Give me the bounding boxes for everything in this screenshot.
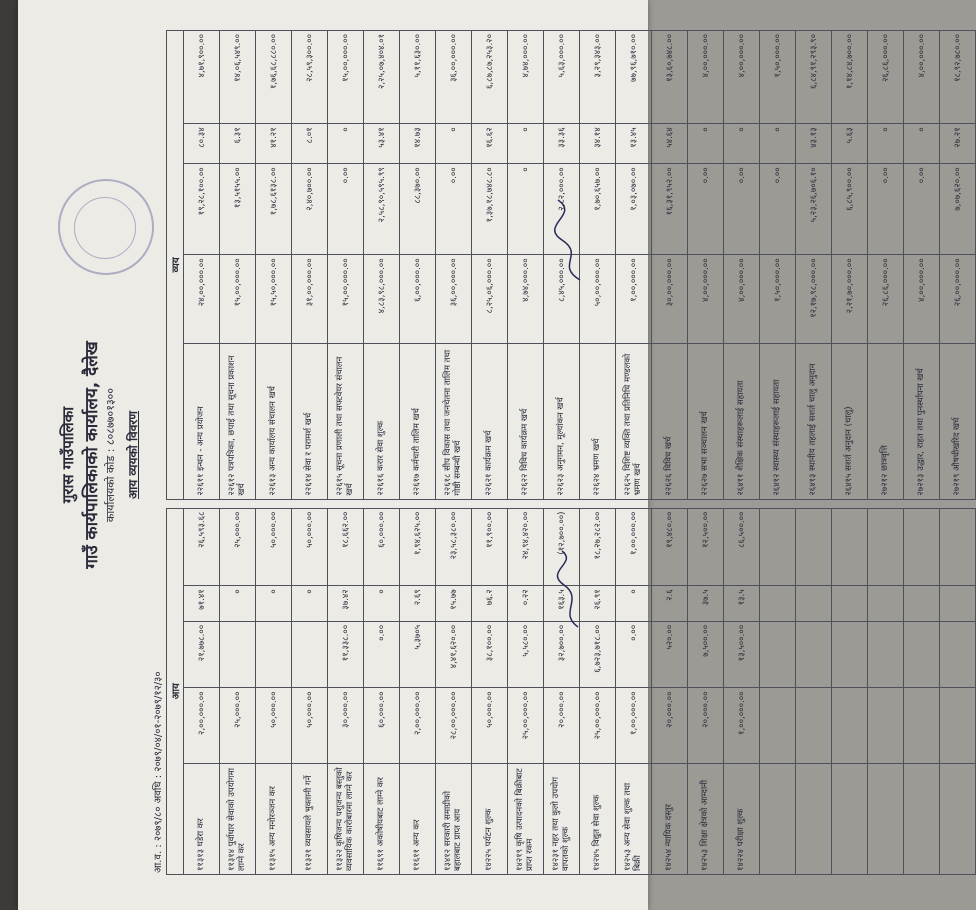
income-c1-cell: ३८,१००.०० — [472, 621, 508, 688]
table-row — [868, 31, 904, 875]
expense-label-cell: २२६१४ सेवा र परामर्श खर्च — [292, 344, 328, 499]
income-label-cell: १४२४५ विद्युत सेवा शुल्क — [580, 763, 616, 874]
expense-budget-cell: ३६,००,०००.०० — [436, 255, 472, 344]
income-c1-cell: ०.०० — [364, 621, 400, 688]
income-c2-cell: २.६९ — [400, 586, 436, 622]
empty-cell — [940, 763, 976, 874]
expense-label-cell: २७२१३ उद्धार, राहत तथा पुनर्स्थापना खर्च — [904, 344, 940, 499]
document-header — [50, 25, 170, 885]
expense-c1-cell: ६,८५,९००.०० — [832, 164, 868, 255]
income-c2-cell: ० — [220, 586, 256, 622]
expense-c1-cell: १,७०,६५७.०० — [580, 164, 616, 255]
income-expense-table — [166, 30, 976, 875]
empty-cell — [868, 621, 904, 688]
expense-budget-cell: ८,२५,०६,०००.०० — [472, 255, 508, 344]
income-c2-cell: ०.२२ — [508, 586, 544, 622]
income-c1-cell: ४,४१,६२०.०० — [436, 621, 472, 688]
expense-c3-cell: ४,७४,०००.०० — [508, 31, 544, 124]
column-gap — [292, 499, 328, 508]
empty-cell — [868, 688, 904, 764]
expense-budget-cell: २४,००,०००.०० — [184, 255, 220, 344]
expense-c1-cell: १,०३,०७०.०० — [616, 164, 652, 255]
column-gap — [580, 499, 616, 508]
column-gap — [328, 499, 364, 508]
empty-cell — [868, 763, 904, 874]
table-row — [580, 31, 616, 875]
expense-c1-cell: ०.०० — [436, 164, 472, 255]
income-c2-cell: ३७.५ — [688, 586, 724, 622]
empty-cell — [760, 621, 796, 688]
income-c3-cell: ५०,०००.०० — [292, 508, 328, 586]
column-gap — [364, 499, 400, 508]
income-budget-cell: २५,००,०००.०० — [580, 688, 616, 764]
empty-cell — [832, 688, 868, 764]
expense-c3-cell: २६,८६,०००.०० — [868, 31, 904, 124]
income-c3-cell: ५०,०००.०० — [256, 508, 292, 586]
expense-c2-cell: ० — [868, 124, 904, 164]
expense-c3-cell: १,५०,०००.०० — [760, 31, 796, 124]
income-budget-cell: २,००,०००.०० — [184, 688, 220, 764]
income-c2-cell: १५.७७ — [436, 586, 472, 622]
expense-label-cell: २२६२४ भ्रमण खर्च — [580, 344, 616, 499]
empty-cell — [796, 586, 832, 622]
expense-budget-cell: ४,८३,९८,०००.०० — [364, 255, 400, 344]
empty-cell — [904, 688, 940, 764]
table-row — [724, 31, 760, 875]
income-c1-cell: ५,५८०.०० — [508, 621, 544, 688]
expense-c1-cell: ०.०० — [724, 164, 760, 255]
expense-c2-cell: ० — [724, 124, 760, 164]
income-c3-cell: १८,२७,२८२.०० — [580, 508, 616, 586]
income-label-cell: १४२५४ न्यायिक दस्तुर — [652, 763, 688, 874]
table-row — [544, 31, 580, 875]
empty-cell — [796, 621, 832, 688]
expense-header: व्यय — [167, 31, 184, 500]
expense-c2-cell: ८.०१ — [292, 124, 328, 164]
expense-budget-cell: ६,००,०००.०० — [400, 255, 436, 344]
income-c3-cell: १२,५००.०० — [688, 508, 724, 586]
column-gap — [832, 499, 868, 508]
empty-cell — [796, 508, 832, 586]
expense-c2-cell: १३.४५ — [616, 124, 652, 164]
expense-c2-cell: ४१.२१ — [256, 124, 292, 164]
expense-budget-cell: ४,००,०००.०० — [724, 255, 760, 344]
table-row — [256, 31, 292, 875]
expense-c1-cell: ०.०० — [904, 164, 940, 255]
income-c3-cell: २४,९४,४२०.०० — [508, 508, 544, 586]
empty-cell — [832, 508, 868, 586]
table-row — [292, 31, 328, 875]
report-title: आय व्ययको विवरण — [126, 411, 140, 499]
expense-c2-cell: ३४.१४ — [580, 124, 616, 164]
expense-c2-cell: ५४.६४ — [652, 124, 688, 164]
expense-c3-cell: ५,६३,०००.०० — [544, 31, 580, 124]
expense-budget-cell: २,२१,७०,०००.०० — [832, 255, 868, 344]
expense-label-cell: २२६११ इन्धन - अन्य प्रयोजन — [184, 344, 220, 499]
table-row — [652, 31, 688, 875]
expense-label-cell: २६४११ शैक्षिक संस्थाहरूलाई सहायता — [724, 344, 760, 499]
expense-c3-cell: ४,७१,९००.०० — [184, 31, 220, 124]
expense-label-cell: २२६२१ कार्यक्रम खर्च — [472, 344, 508, 499]
income-c1-cell — [220, 621, 256, 688]
empty-cell — [868, 586, 904, 622]
column-gap — [472, 499, 508, 508]
expense-c3-cell: ६,८४,९१,२९३.९० — [796, 31, 832, 124]
column-gap — [724, 499, 760, 508]
expense-c3-cell: ३६,००,०००.०० — [436, 31, 472, 124]
empty-cell — [760, 586, 796, 622]
expense-c3-cell: ५,११,६३०.०० — [400, 31, 436, 124]
income-c2-cell: ० — [292, 586, 328, 622]
fiscal-period: आ.व. : २०७९/८० अवधि : २०७९/०४/०१-२०७९/१२/३० — [153, 671, 164, 873]
income-c1-cell: ५,३७०५ — [400, 621, 436, 688]
column-gap — [184, 499, 220, 508]
column-gap — [508, 499, 544, 508]
expense-c1-cell: ७,०७,६२०.०० — [940, 164, 976, 255]
income-c3-cell: १,००,०००.०० — [616, 508, 652, 586]
income-c1-cell: ११,३३८.०० — [328, 621, 364, 688]
expense-c3-cell: ६,८७,८७,२५३.२० — [472, 31, 508, 124]
empty-cell — [904, 763, 940, 874]
expense-c3-cell: १,७६,६८,८८०.०० — [256, 31, 292, 124]
expense-budget-cell: १५,५०,०००.०० — [256, 255, 292, 344]
expense-c3-cell: २,२५,०७,४०४.०१ — [364, 31, 400, 124]
expense-c3-cell: १८,९२,७८०.०० — [940, 31, 976, 124]
expense-c3-cell: ७७,९६,७१०.०० — [616, 31, 652, 124]
scan-dark-edge — [0, 0, 18, 910]
expense-budget-cell: १५,००,०००.०० — [220, 255, 256, 344]
income-c1-cell: ०.०० — [616, 621, 652, 688]
table-row — [220, 31, 256, 875]
income-label-cell: ११३२१ व्यवसायले भुक्तानी गर्ने — [292, 763, 328, 874]
empty-cell — [832, 763, 868, 874]
income-c3-cell: २५,०००.०० — [220, 508, 256, 586]
empty-cell — [940, 586, 976, 622]
income-c3-cell: २३,५८,३८०.०० — [436, 508, 472, 586]
expense-c1-cell: १,३७,१८,७४८.८० — [472, 164, 508, 255]
income-budget-cell: २५,०००.०० — [220, 688, 256, 764]
office-name: गाउँ कार्यपालिकाको कार्यालय, दैलेख — [82, 341, 102, 569]
empty-cell — [904, 508, 940, 586]
table-header-row — [167, 31, 184, 875]
income-budget-cell: ५०,०००.०० — [472, 688, 508, 764]
expense-c1-cell: २,५८,९०,५९५.९९ — [364, 164, 400, 255]
empty-cell — [940, 508, 976, 586]
expense-c1-cell: १६,३१,९५२.०० — [652, 164, 688, 255]
empty-cell — [796, 763, 832, 874]
table-row — [832, 31, 868, 875]
expense-c3-cell: १४,०६,५४९.०० — [220, 31, 256, 124]
expense-c2-cell: ० — [436, 124, 472, 164]
expense-c3-cell: ४,००,०००.०० — [904, 31, 940, 124]
income-c3-cell: १९,४८०.०० — [652, 508, 688, 586]
org-name: गुरास गाउँपालिका — [59, 406, 77, 504]
income-c1-cell — [256, 621, 292, 688]
expense-c3-cell: १३,६०,७४८.०० — [652, 31, 688, 124]
expense-c1-cell: ८८,३७०.०० — [400, 164, 436, 255]
table-row — [904, 31, 940, 875]
income-label-cell: ११३१३ घडेरा कर — [184, 763, 220, 874]
table-row — [328, 31, 364, 875]
expense-c2-cell: ५.६३ — [832, 124, 868, 164]
expense-label-cell: २२६१५ सूचना प्रणाली तथा सफ्टवेयर संचालन खर्च — [328, 344, 364, 499]
table-row — [184, 31, 220, 875]
expense-c2-cell: १४.७३ — [400, 124, 436, 164]
expense-c1-cell: १३,५१५५.०० — [220, 164, 256, 255]
expense-budget-cell: १,५०,०००.०० — [760, 255, 796, 344]
expense-c1-cell: ०.०० — [760, 164, 796, 255]
signature — [550, 545, 590, 635]
empty-cell — [832, 586, 868, 622]
expense-c3-cell: १५,००,०००.०० — [328, 31, 364, 124]
income-budget-cell: २०,०००.०० — [688, 688, 724, 764]
empty-cell — [904, 586, 940, 622]
expense-label-cell: २२६१३ अन्य कार्यालय संचालन खर्च — [256, 344, 292, 499]
income-budget-cell: २०,०००.०० — [652, 688, 688, 764]
column-gap — [544, 499, 580, 508]
income-label-cell: १४२२५ पर्यटन शुल्क — [472, 763, 508, 874]
rotated-document — [50, 25, 963, 885]
income-label-cell: ११३१५ अन्य मनोरञ्जन कर — [256, 763, 292, 874]
expense-c1-cell: ०.०० — [868, 164, 904, 255]
table-row — [400, 31, 436, 875]
income-budget-cell: ५०,०००.०० — [256, 688, 292, 764]
column-gap — [220, 499, 256, 508]
income-label-cell: १४२१९ कृषि उत्पादनको बिक्रीबाट प्राप्त रकम — [508, 763, 544, 874]
income-label-cell: १४२५३ अन्य सेवा शुल्क तथा बिक्री — [616, 763, 652, 874]
income-c3-cell: १८,६६२.०० — [328, 508, 364, 586]
income-c3-cell: ६०,०००.०० — [364, 508, 400, 586]
expense-c2-cell: ८०.३४ — [184, 124, 220, 164]
income-c3-cell: ११,९००.०० — [472, 508, 508, 586]
column-gap — [688, 499, 724, 508]
column-gap — [436, 499, 472, 508]
expense-label-cell: २२६१७ कर्मचारी तालिम खर्च — [400, 344, 436, 499]
income-c2-cell: १३.५ — [724, 586, 760, 622]
empty-cell — [904, 621, 940, 688]
expense-label-cell: २२६२६ विविध खर्च — [652, 344, 688, 499]
expense-c3-cell: ४,००,०००.०० — [688, 31, 724, 124]
income-c2-cell: ० — [364, 586, 400, 622]
expense-c3-cell: ४,००,०००.०० — [724, 31, 760, 124]
column-gap — [904, 499, 940, 508]
income-budget-cell: ३०,०००.०० — [328, 688, 364, 764]
expense-c1-cell: ० — [508, 164, 544, 255]
income-budget-cell: २,००,०००.०० — [400, 688, 436, 764]
expense-budget-cell: ३०,००,०००.०० — [652, 255, 688, 344]
expense-c2-cell: ० — [508, 124, 544, 164]
income-c2-cell: १६३.५ — [544, 586, 580, 622]
table-body — [184, 31, 976, 875]
income-c1-cell: १३,५००.०० — [724, 621, 760, 688]
signature — [550, 195, 590, 285]
expense-label-cell: २६४१५ सशर्त अनुदान (चालु) — [832, 344, 868, 499]
table-row — [364, 31, 400, 875]
expense-budget-cell: २६,००,०००.०० — [940, 255, 976, 344]
income-c2-cell: ३७.४२ — [328, 586, 364, 622]
income-c1-cell — [292, 621, 328, 688]
empty-cell — [760, 688, 796, 764]
expense-label-cell: २२६२३ अनुगमन, मूल्यांकन खर्च — [544, 344, 580, 499]
expense-c2-cell: ० — [904, 124, 940, 164]
income-budget-cell: ५०,०००.०० — [292, 688, 328, 764]
income-budget-cell: १,००,०००.०० — [724, 688, 760, 764]
table-row — [472, 31, 508, 875]
expense-budget-cell: १५,००,०००.०० — [328, 255, 364, 344]
income-c2-cell: ० — [616, 586, 652, 622]
expense-budget-cell: ४,७४,०००.०० — [508, 255, 544, 344]
expense-budget-cell: १,००,०००.०० — [616, 255, 652, 344]
expense-label-cell: २६४१३ स्थानीय तहलाई सशर्त चालु अनुदान — [796, 344, 832, 499]
expense-c3-cell: ३,२९,३४३.०० — [580, 31, 616, 124]
income-c2-cell: ७१.४१ — [184, 586, 220, 622]
income-c1-cell: ५२०.०० — [652, 621, 688, 688]
income-c1-cell: २१,७७८.०० — [184, 621, 220, 688]
expense-c3-cell: १,१४,८४,७००.०० — [832, 31, 868, 124]
expense-c1-cell: १९,२८,१००.०० — [184, 164, 220, 255]
column-gap — [760, 499, 796, 508]
expense-label-cell: २२६२७ सभा सञ्चालन खर्च — [688, 344, 724, 499]
column-gap — [616, 499, 652, 508]
expense-label-cell: २२६२२ विविध कार्यक्रम खर्च — [508, 344, 544, 499]
table-row — [688, 31, 724, 875]
table-row — [436, 31, 472, 875]
empty-cell — [832, 621, 868, 688]
expense-budget-cell: ३१,००,०००.०० — [292, 255, 328, 344]
empty-cell — [796, 688, 832, 764]
empty-cell — [868, 508, 904, 586]
income-label-cell: १४२३१ नहर तथा कुलो उपयोग वापतको शुल्क — [544, 763, 580, 874]
expense-budget-cell: ८,४५,०००.०० — [544, 255, 580, 344]
income-c2-cell: ० — [256, 586, 292, 622]
income-label-cell: १४२५३ शिक्षा क्षेत्रको आम्दानी — [688, 763, 724, 874]
column-gap — [868, 499, 904, 508]
expense-label-cell: २२६२५ विशिष्ट व्यक्ति तथा प्रतिनिधि मण्डलको भ्रमण खर्च — [616, 344, 652, 499]
expense-c2-cell: ५३.४१ — [364, 124, 400, 164]
income-label-cell: ११३१४ पुर्वाधार सेवाको उपयोगमा लाग्ने कर — [220, 763, 256, 874]
expense-budget-cell: ५०,००,०००.०० — [580, 255, 616, 344]
column-gap — [652, 499, 688, 508]
income-budget-cell: २०,०००.०० — [544, 688, 580, 764]
income-c1-cell: ३२,७००.०० — [544, 621, 580, 688]
empty-cell — [940, 688, 976, 764]
column-gap — [256, 499, 292, 508]
expense-c1-cell: २,८२,०००.०० — [544, 164, 580, 255]
empty-cell — [760, 508, 796, 586]
expense-label-cell: २७२१९ औषधीखरिद खर्च — [940, 344, 976, 499]
income-label-cell: ११६९१ अकोषीयबाट लाग्ने कर — [364, 763, 400, 874]
income-label-cell: १४२२४ परीक्षा शुल्क — [724, 763, 760, 874]
column-gap — [796, 499, 832, 508]
expense-c1-cell: ५,२३,२६,७०६.१० — [796, 164, 832, 255]
income-c3-cell: १,९४,६२५.०० — [400, 508, 436, 586]
expense-label-cell: २७२१२ छात्रवृत्ति — [868, 344, 904, 499]
income-header: आय — [167, 508, 184, 874]
expense-budget-cell: १२,१७,९८,०००.०० — [796, 255, 832, 344]
expense-label-cell: २२६१६ करार सेवा शुल्क — [364, 344, 400, 499]
expense-c2-cell: ० — [688, 124, 724, 164]
table-row — [616, 31, 652, 875]
expense-budget-cell: २६,८६,०००.०० — [868, 255, 904, 344]
expense-c2-cell: ४३.१३ — [796, 124, 832, 164]
income-c2-cell: २६.९१ — [580, 586, 616, 622]
empty-cell — [940, 621, 976, 688]
expense-label-cell: २२६१८ सीप विकास तथा जनचेतना तालिम तथा गोष्ठी सम्बन्धी खर्च — [436, 344, 472, 499]
income-c1-cell: ७,५००.०० — [688, 621, 724, 688]
expense-c1-cell: ०.०० — [688, 164, 724, 255]
table-row — [940, 31, 976, 875]
income-c2-cell: ७६.२ — [472, 586, 508, 622]
expense-c3-cell: २८,५९,३००.०० — [292, 31, 328, 124]
income-budget-cell: ६०,०००.०० — [364, 688, 400, 764]
expense-c2-cell: २७.२१ — [940, 124, 976, 164]
income-label-cell: १३४१२ सरकारी समाग्रीको बहालबाट प्राप्त आय — [436, 763, 472, 874]
income-budget-cell: १,००,०००.०० — [616, 688, 652, 764]
expense-c2-cell: १६.६२ — [472, 124, 508, 164]
expense-budget-cell: ४,००,०००.०० — [688, 255, 724, 344]
table-row — [508, 31, 544, 875]
expense-c1-cell: १,७८,६१३८.०० — [256, 164, 292, 255]
office-code: कार्यालयको कोड : ८०८७७०१३०० — [104, 387, 117, 523]
column-gap — [940, 499, 976, 508]
expense-c1-cell: ०.०० — [328, 164, 364, 255]
expense-c2-cell: ० — [760, 124, 796, 164]
income-label-cell: ११६११ अन्य कर — [400, 763, 436, 874]
income-c2-cell: २.६ — [652, 586, 688, 622]
expense-label-cell: २६४१२ स्वास्थ्य संस्थाहरूलाई सहायता — [760, 344, 796, 499]
expense-c2-cell: ० — [328, 124, 364, 164]
column-gap — [400, 499, 436, 508]
expense-c2-cell: ६.३१ — [220, 124, 256, 164]
income-c3-cell: (१२,७००.००) — [544, 508, 580, 586]
income-c3-cell: ८६,५००.०० — [724, 508, 760, 586]
income-budget-cell: २५,००,०००.०० — [508, 688, 544, 764]
expense-c2-cell: ३३.३६ — [544, 124, 580, 164]
empty-cell — [760, 763, 796, 874]
table-row — [760, 31, 796, 875]
table-row — [796, 31, 832, 875]
income-c3-cell: २६,५९३.६८ — [184, 508, 220, 586]
expense-label-cell: २२६१२ पत्रपत्रिका, छपाई तथा सूचना प्रकाशन खर्च — [220, 344, 256, 499]
income-label-cell: ११३२२ कृषिजन्य पशुजन्य बस्तुको व्यवसायिक कारोबारमा लाग्ने कर — [328, 763, 364, 874]
expense-budget-cell: ४,००,०००.०० — [904, 255, 940, 344]
expense-c1-cell: २,४०,७००.०० — [292, 164, 328, 255]
income-budget-cell: २८,००,०००.०० — [436, 688, 472, 764]
office-seal-stamp — [58, 179, 154, 275]
income-c1-cell: ६,७२३,७१८.०० — [580, 621, 616, 688]
